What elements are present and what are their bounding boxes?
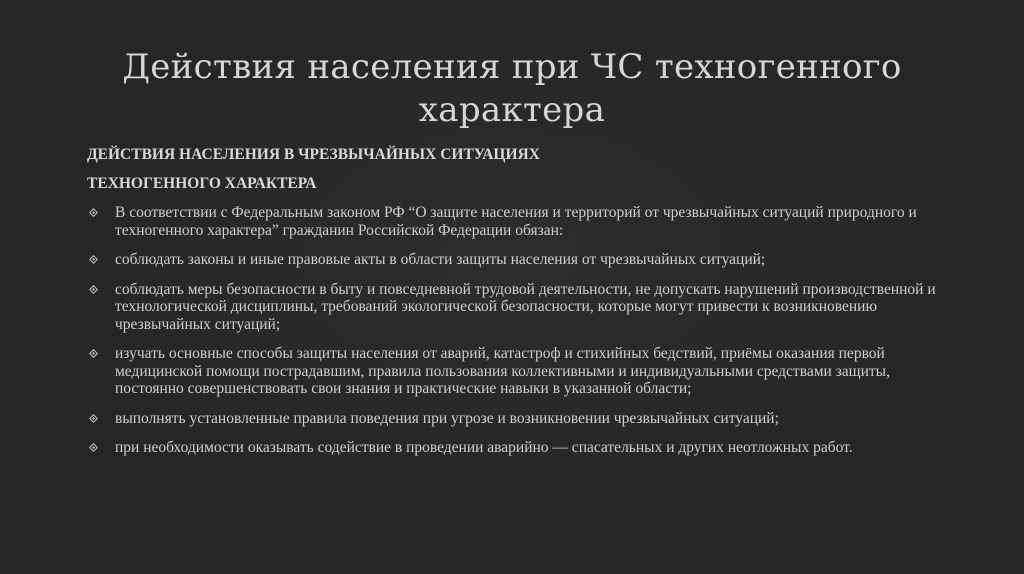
bullet-item xyxy=(87,345,937,398)
bullet-item xyxy=(87,410,937,428)
bullet-list xyxy=(87,204,937,457)
bullet-text: В соответствии с Федеральным законом РФ “О защите населения и территорий от чрезвычайных ситуаций природного и техногенного характера” гражданин Российской Федерации обязан: xyxy=(115,204,917,239)
bullet-text: соблюдать меры безопасности в быту и повседневной трудовой деятельности, не допускать нарушений производственной и технологической дисциплины, требований экологической безопасности, которые могут привести к возникновению чрезвычайных ситуаций; xyxy=(115,280,936,333)
section-heading: ДЕЙСТВИЯ НАСЕЛЕНИЯ В ЧРЕЗВЫЧАЙНЫХ СИТУАЦИЯХ xyxy=(87,146,540,163)
bullet-item xyxy=(87,204,937,239)
diamond-bullet-icon xyxy=(89,414,98,423)
bullet-item xyxy=(87,439,937,457)
section-subheading: ТЕХНОГЕННОГО ХАРАКТЕРА xyxy=(87,175,317,192)
diamond-bullet-icon xyxy=(89,443,98,452)
bullet-text: при необходимости оказывать содействие в проведении аварийно — спасательных и других неотложных работ. xyxy=(115,439,853,456)
bullet-text: выполнять установленные правила поведения при угрозе и возникновении чрезвычайных ситуаций; xyxy=(115,409,779,427)
diamond-bullet-icon xyxy=(89,285,98,294)
slide-title: Действия населения при ЧС техногенного характера xyxy=(122,47,902,130)
diamond-bullet-icon xyxy=(89,255,98,264)
bullet-text: соблюдать законы и иные правовые акты в области защиты населения от чрезвычайных ситуаций; xyxy=(115,251,766,268)
diamond-bullet-icon xyxy=(89,349,98,358)
bullet-text: изучать основные способы защиты населения от аварий, катастроф и стихийных бедствий, приёмы оказания первой медицинской помощи пострадавшим, правила пользования коллективными и индивидуальными средствами защиты, постоянно совершенствовать свои знания и практические навыки в указанной области; xyxy=(115,345,890,397)
bullet-item xyxy=(87,251,937,269)
diamond-bullet-icon xyxy=(89,208,98,217)
bullet-item xyxy=(87,281,937,334)
slide-content xyxy=(87,146,937,469)
